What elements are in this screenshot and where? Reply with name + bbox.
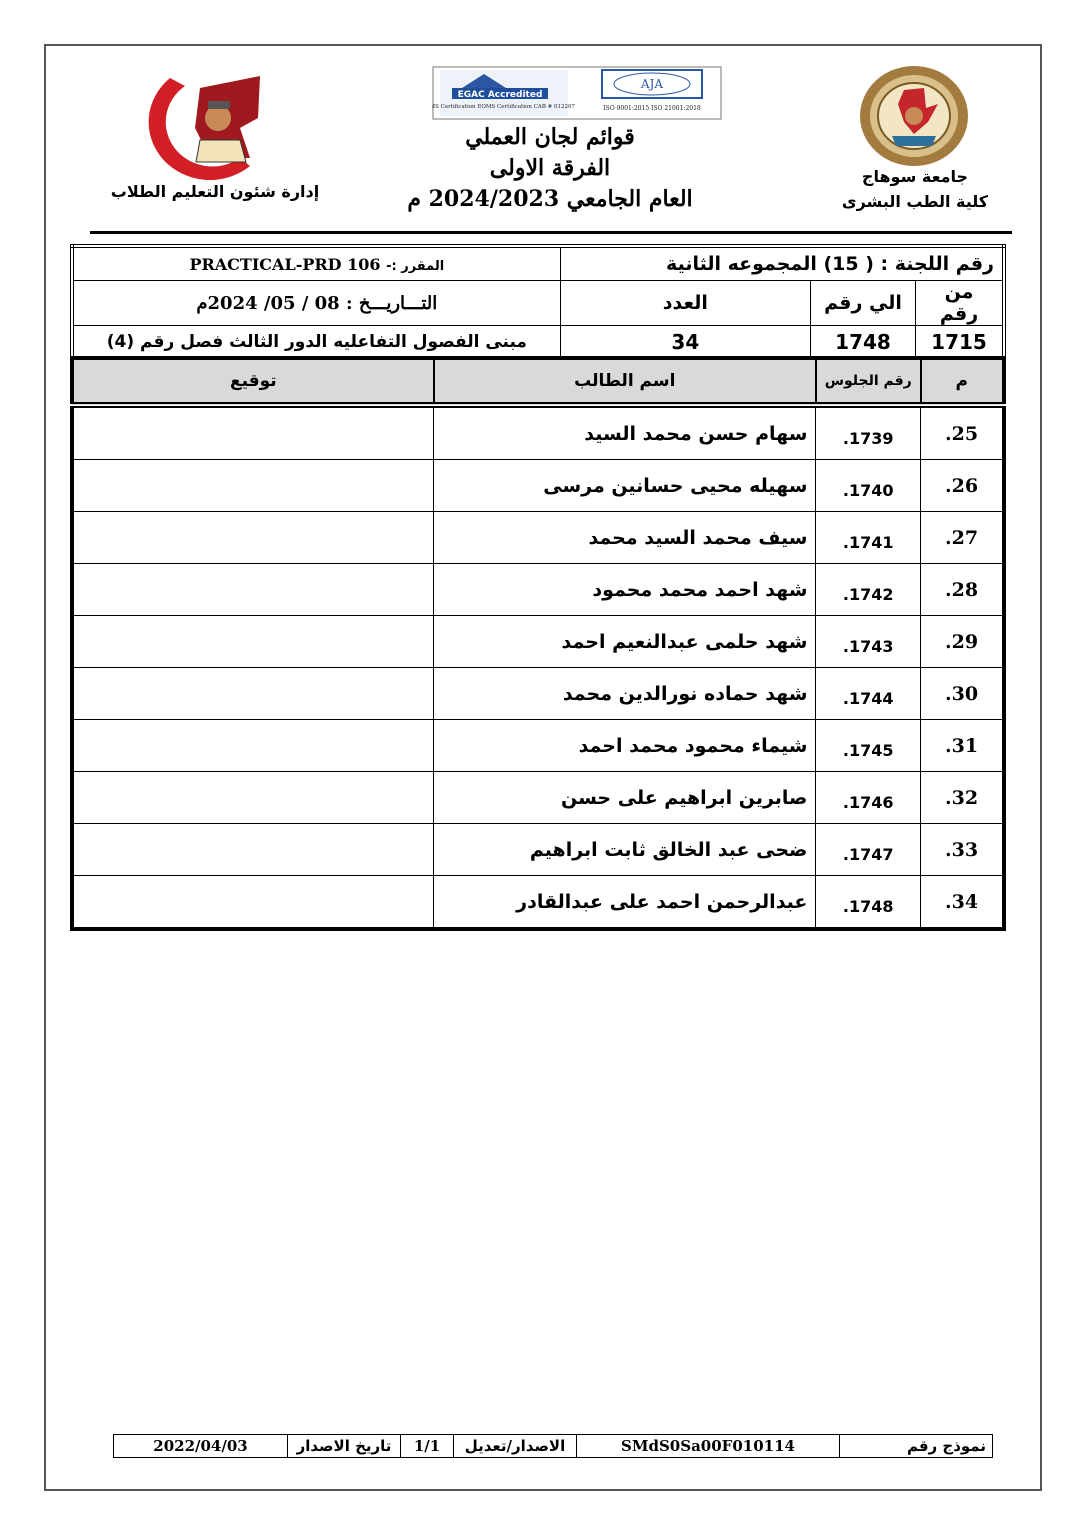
serial-cell: 27. — [921, 512, 1004, 564]
document-title — [380, 122, 720, 215]
header-signature: توقيع — [72, 358, 434, 405]
faculty-name: كلية الطب البشرى — [841, 192, 989, 211]
date-value: 08 / 05/ 2024م — [196, 292, 340, 314]
seat-number-cell: 1745. — [816, 720, 921, 772]
from-value: 1715 — [916, 326, 1005, 361]
aja-sub-text: ISO 9001:2015 ISO 21001:2018 — [603, 105, 701, 112]
signature-cell — [72, 876, 434, 930]
signature-cell — [72, 772, 434, 824]
title-academic-year: العام الجامعي 2024/2023 م — [407, 186, 693, 212]
table-row — [72, 405, 1004, 460]
student-name-cell: شهد احمد محمد محمود — [434, 564, 816, 616]
course-cell — [72, 246, 560, 281]
seat-number-cell: 1743. — [816, 616, 921, 668]
serial-cell: 26. — [921, 460, 1004, 512]
table-row — [72, 512, 1004, 564]
signature-cell — [72, 405, 434, 460]
signature-cell — [72, 564, 434, 616]
serial-cell: 28. — [921, 564, 1004, 616]
table-row — [72, 772, 1004, 824]
university-seal — [858, 64, 970, 168]
table-row — [72, 668, 1004, 720]
issue-date-label: تاريخ الاصدار — [288, 1435, 401, 1458]
seat-number-cell: 1748. — [816, 876, 921, 930]
header-name: اسم الطالب — [434, 358, 816, 405]
seat-number-cell: 1747. — [816, 824, 921, 876]
issue-label: الاصدار/تعديل — [454, 1435, 577, 1458]
location-value: مبنى الفصول التفاعليه الدور الثالث فصل رقم (4) — [72, 326, 560, 361]
committee-label: رقم اللجنة : ( 15) المجموعه الثانية — [560, 246, 1004, 281]
student-name-cell: شهد حماده نورالدين محمد — [434, 668, 816, 720]
department-label: إدارة شئون التعليم الطلاب — [110, 182, 320, 201]
student-name-cell: شيماء محمود محمد احمد — [434, 720, 816, 772]
signature-cell — [72, 616, 434, 668]
form-footer — [113, 1434, 993, 1458]
header-divider — [90, 231, 1012, 234]
seat-number-cell: 1741. — [816, 512, 921, 564]
to-value: 1748 — [811, 326, 916, 361]
course-value: PRACTICAL-PRD 106 — [189, 254, 381, 274]
table-row — [72, 876, 1004, 930]
form-number-value: SMdS0Sa00F010114 — [577, 1435, 840, 1458]
signature-cell — [72, 824, 434, 876]
student-name-cell: عبدالرحمن احمد على عبدالقادر — [434, 876, 816, 930]
student-name-cell: سهيله محيى حسانين مرسى — [434, 460, 816, 512]
certification-logos — [432, 66, 722, 120]
faculty-logo — [100, 58, 280, 183]
seat-number-cell: 1740. — [816, 460, 921, 512]
count-label: العدد — [560, 281, 810, 326]
from-label: من رقم — [916, 281, 1005, 326]
date-label: التـــاريـــخ : — [346, 292, 438, 314]
student-name-cell: ضحى عبد الخالق ثابت ابراهيم — [434, 824, 816, 876]
table-row — [72, 460, 1004, 512]
course-label: المقرر :- — [386, 258, 445, 274]
university-block — [830, 164, 1000, 214]
issue-value: 1/1 — [401, 1435, 454, 1458]
title-committees: قوائم لجان العملي — [465, 124, 635, 150]
serial-cell: 34. — [921, 876, 1004, 930]
egac-sub-text: QMS Certification EOMS Certification CAB # 012207 — [432, 104, 575, 110]
student-name-cell: صابرين ابراهيم على حسن — [434, 772, 816, 824]
seat-number-cell: 1739. — [816, 405, 921, 460]
issue-date-value: 2022/04/03 — [114, 1435, 288, 1458]
to-label: الي رقم — [811, 281, 916, 326]
form-number-label: نموذج رقم — [840, 1435, 993, 1458]
count-value: 34 — [560, 326, 810, 361]
table-row — [72, 564, 1004, 616]
signature-cell — [72, 720, 434, 772]
signature-cell — [72, 512, 434, 564]
table-row — [72, 720, 1004, 772]
seat-number-cell: 1744. — [816, 668, 921, 720]
seat-number-cell: 1746. — [816, 772, 921, 824]
students-table — [70, 356, 1006, 931]
aja-logo-text: AJA — [640, 77, 664, 91]
serial-cell: 31. — [921, 720, 1004, 772]
seat-number-cell: 1742. — [816, 564, 921, 616]
table-row — [72, 616, 1004, 668]
serial-cell: 30. — [921, 668, 1004, 720]
serial-cell: 29. — [921, 616, 1004, 668]
serial-cell: 25. — [921, 405, 1004, 460]
egac-logo-text: EGAC Accredited — [457, 90, 543, 100]
committee-info-table — [70, 244, 1006, 362]
student-name-cell: شهد حلمى عبدالنعيم احمد — [434, 616, 816, 668]
header-seat: رقم الجلوس — [816, 358, 921, 405]
serial-cell: 33. — [921, 824, 1004, 876]
student-name-cell: سيف محمد السيد محمد — [434, 512, 816, 564]
signature-cell — [72, 668, 434, 720]
signature-cell — [72, 460, 434, 512]
student-name-cell: سهام حسن محمد السيد — [434, 405, 816, 460]
serial-cell: 32. — [921, 772, 1004, 824]
university-name: جامعة سوهاج — [861, 167, 969, 186]
title-year-group: الفرقة الاولى — [489, 155, 611, 181]
table-row — [72, 824, 1004, 876]
date-cell — [72, 281, 560, 326]
header-serial: م — [921, 358, 1004, 405]
